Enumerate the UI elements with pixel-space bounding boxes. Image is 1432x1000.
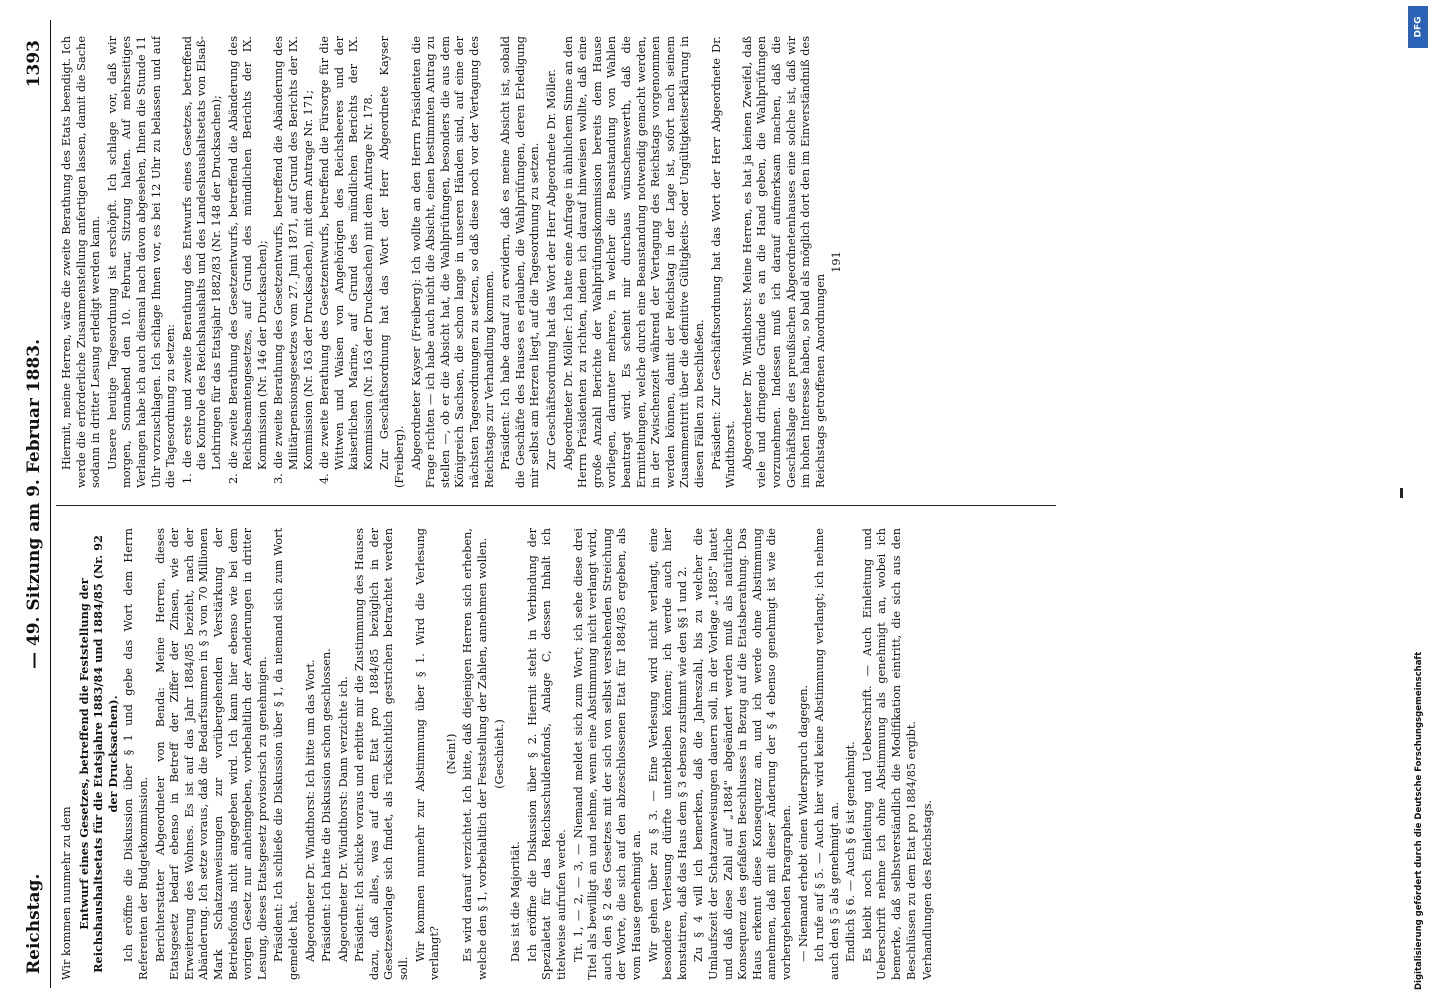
paragraph: Es bleibt noch Einleitung und Ueberschrift. — Auch Einleitung und Ueberschrift nehme ich ohne Abstimmung als genehmigt an, wobei ich bemerke, daß selbstverständlich die Modifikation eintritt, die sich aus den Beschlüssen zu dem Etat pro 1884/85 ergibt.: [860, 528, 918, 980]
paragraph: Endlich § 6. — Auch § 6 ist genehmigt.: [844, 741, 858, 962]
header-page-number: 1393: [24, 40, 44, 88]
paragraph: Präsident: Ich schließe die Diskussion über § 1, da niemand sich zum Wort gemeldet hat.: [272, 528, 300, 980]
paragraph: Tit. 1, — 2, — 3, — Niemand meldet sich zum Wort; ich sehe diese drei Titel als bewilligt an und nehme, wenn eine Abstimmung nicht verlangt wird, auch den § 2 des Gesetzes mit der sich von selbst verstehenden Streichung der Worte, die sich auf den abzeschlossenen Etat für 1884/85 ergeben, als vom Hause genehmigt an.: [571, 528, 643, 980]
paragraph: Zur Geschäftsordnung hat das Wort der Herr Abgeordnete Dr. Möller.: [545, 68, 558, 470]
paragraph: Es wird darauf verzichtet. Ich bitte, daß diejenigen Herren sich erheben, welche den § 1, vorbehaltlich der Feststellung der Zahlen, annehmen wollen.: [461, 528, 490, 980]
bill-title: Entwurf eines Gesetzes, betreffend die Feststellung der Reichshaushaltsetats für die Etatsjahre 1883/84 und 1884/85 (Nr. 92 der Drucksachen).: [76, 535, 120, 973]
dfg-logo: [1408, 6, 1428, 48]
left-column: [60, 528, 1390, 980]
paragraph: Präsident: Ich habe darauf zu erwidern, daß es meine Absicht ist, sobald die Geschäfte des Hauses es erlauben, die Wahlprüfungen, deren Erledigung mir selbst am Herzen liegt, auf die Tagesordnung zu setzen.: [499, 36, 542, 488]
newspaper-page: [20, 20, 1408, 988]
paragraph: Hiermit, meine Herren, wäre die zweite Berathung des Etats beendigt. Ich werde die erforderliche Zusammenstellung anfertigen lassen, damit die Sache sodann in dritter Lesung erledigt werden kann.: [60, 36, 103, 488]
digitization-credit: Digitalisierung gefördert durch die Deutsche Forschungsgemeinschaft: [1414, 651, 1424, 990]
footer-note: Verhandlungen des Reichstags.: [921, 799, 935, 980]
page-header: [20, 20, 51, 988]
agenda-item: 2. die zweite Berathung des Gesetzentwurfs, betreffend die Abänderung des Reichsbeamtengesetzes, auf Grund des mündlichen Berichts der IX. Kommission (Nr. 146 der Drucksachen);: [226, 36, 269, 484]
paragraph: Berichterstatter Abgeordneter von Benda: Meine Herren, dieses Etatsgesetz bedarf ebenso in Betreff der Ziffer der Zinsen, wie der Erweiterung des Wohnes. Es ist auf das Jahr 1884/85 bezieht, nach der Abänderung. Ich setze voraus, daß die Bedarfsummen in § 3 von 70 Millionen Mark Schatzanweisungen zur vorübergehenden Verstärkung der Betriebsfonds nicht angegeben wird. Ich kann hier ebenso wie bei dem vorigen Gesetz nur anheimgeben, vorbehaltlich der Aenderungen in dritter Lesung, dieses Etatsgesetz provisorisch zu genehmigen.: [153, 528, 269, 980]
paragraph: Präsident: Ich schicke voraus und erbitte mir die Zustimmung des Hauses dazu, daß alles, was auf dem Etat pro 1884/85 bezüglich in der Gesetzesvorlage sich findet, als rücksichtlich gestrichen betrachtet werden soll.: [353, 528, 411, 980]
paragraph: Das ist die Majorität.: [509, 841, 523, 962]
paragraph: Abgeordneter Dr. Möller: Ich hatte eine Anfrage in ähnlichem Sinne an den Herrn Präsidenten zu richten, indem ich darauf hinweisen wollte, daß eine große Anzahl Berichte der Wahlprüfungskommission bereits dem Hause vorliegen, darunter mehrere, in welcher die Beanstandung von Wahlen beantragt wird. Es scheint mir durchaus wünschenswerth, daß die Ermittelungen, welche durch eine Beanstandung notwendig gemacht werden, in der Zwischenzeit während der Vertagung des Reichstags vorgenommen werden können, damit der Reichstag in der Lage ist, sofort nach seinem Zusammentritt über die definitive Gültigkeits- oder Ungültigkeitserklärung in diesen Fällen zu beschließen.: [561, 36, 706, 488]
paragraph: Zur Geschäftsordnung hat das Wort der Herr Abgeordnete Kayser (Freiberg).: [378, 36, 407, 488]
paragraph: Abgeordneter Dr. Windthorst: Ich bitte um das Wort.: [303, 659, 317, 962]
paragraph: Zu § 4 will ich bemerken, daß die Jahreszahl, bis zu welcher die Umlaufszeit der Schatzanweisungen dauern soll, in der Vorlage „1885" lautet und daß diese Zahl auf „1884" abgeändert werden muß als natürliche Konsequenz des gefaßten Beschlusses in Bezug auf die Etatsberathung. Das Haus erkennt diese Konsequenz an, und ich werde ohne Abstimmung annehmen, daß mit dieser Änderung der § 4 ebenso genehmigt ist wie die vorhergehenden Paragraphen.: [692, 528, 793, 980]
dfg-logo-text: DFG: [1413, 16, 1424, 38]
interjection: (Nein!): [444, 733, 458, 775]
scan-mark: [1400, 488, 1403, 498]
paragraph: — Niemand erhebt einen Widerspruch dagegen.: [796, 684, 810, 962]
paragraph: Abgeordneter Dr. Windthorst: Meine Herren, es hat ja keinen Zweifel, daß viele und dringende Gründe es an die Hand geben, die Wahlprüfungen vorzunehmen. Indessen muß ich darauf aufmerksam machen, daß die Geschäftslage des preußischen Abgeordnetenhauses eine solche ist, daß wir im hohen Interesse haben, so bald als möglich dort den im Einverständniß des Reichstags getroffenen Anordnungen: [740, 36, 827, 488]
paragraph: Wir kommen nunmehr zu dem: [60, 806, 73, 980]
agenda-item: 3. die zweite Berathung des Gesetzentwurfs, betreffend die Abänderung des Militärpensionsgesetzes vom 27. Juni 1871, auf Grund des Berichts der IX. Kommission (Nr. 163 der Drucksachen), mit dem Antrage Nr. 171;: [272, 36, 315, 484]
header-session-date: — 49. Sitzung am 9. Februar 1883.: [24, 338, 44, 670]
paragraph: Ich eröffne die Diskussion über § 2. Hiernit steht in Verbindung der Spezialetat für das Reichsschuldenfonds, Anlage C, dessen Inhalt ich titelweise aufrufen werde.: [525, 528, 568, 980]
paragraph: Ich rufe auf § 5. — Auch hier wird keine Abstimmung verlangt; ich nehme auch den § 5 als genehmigt an.: [813, 528, 841, 980]
paragraph: Wir kommen nunmehr zur Abstimmung über § 1. Wird die Verlesung verlangt?: [413, 528, 442, 980]
right-column: [60, 36, 1390, 488]
paragraph: Präsident: Zur Geschäftsordnung hat das Wort der Herr Abgeordnete Dr. Windthorst.: [709, 36, 738, 488]
paragraph: Präsident: Ich hatte die Diskussion schon geschlossen.: [320, 648, 334, 962]
column-divider: [56, 505, 1056, 506]
agenda-item: 4. die zweite Berathung des Gesetzentwurfs, betreffend die Fürsorge für die Wittwen und Waisen von Angehörigen des Reichsheeres und der kaiserlichen Marine, auf Grund des mündlichen Berichts der IX. Kommission (Nr. 163 der Drucksachen) mit dem Antrage Nr. 178.: [318, 36, 375, 484]
paragraph: Ich eröffne die Diskussion über § 1 und gebe das Wort dem Herrn Referenten der Budgetkommission.: [122, 528, 150, 980]
paragraph: Abgeordneter Dr. Windthorst: Dann verzichte ich.: [336, 676, 350, 962]
paragraph: Abgeordneter Kayser (Freiberg): Ich wollte an den Herrn Präsidenten die Frage richten — ich habe auch nicht die Absicht, einen bestimmten Antrag zu stellen —, ob er die Absicht hat, die Wahlprüfungen, besonders die aus dem Königreich Sachsen, die schon lange in unseren Händen sind, auf eine der nächsten Tagesordnungen zu setzen, so daß diese noch vor der Vertagung des Reichstags zur Verhandlung kommen.: [409, 36, 496, 488]
agenda-item: 1. die erste und zweite Berathung des Entwurfs eines Gesetzes, betreffend die Kontrole des Reichshaushalts und des Landeshaushaltsetats von Elsaß-Lothringen für das Etatsjahr 1882/83 (Nr. 148 der Drucksachen);: [180, 36, 223, 484]
paragraph: Unsere heutige Tagesordnung ist erschöpft. Ich schlage vor, daß wir morgen, Sonnabend den 10. Februar, Sitzung halten. Auf mehrseitiges Verlangen habe ich auch diesmal nach davon abgesehen, Ihnen die Stunde 11 Uhr vorzuschlagen. Ich schlage Ihnen vor, es bei 12 Uhr zu belassen und auf die Tagesordnung zu setzen:: [105, 36, 178, 488]
header-publication: Reichstag.: [24, 873, 44, 974]
signature-number: 191: [830, 251, 844, 273]
paragraph: Wir gehen über zu § 3. — Eine Verlesung wird nicht verlangt, eine besondere Verlesung dürfte unterbleiben können; ich werde auch hier konstatiren, daß das Haus dem § 3 ebenso zustimmt wie den §§ 1 und 2.: [646, 528, 689, 980]
interjection: (Geschieht.): [492, 719, 506, 789]
